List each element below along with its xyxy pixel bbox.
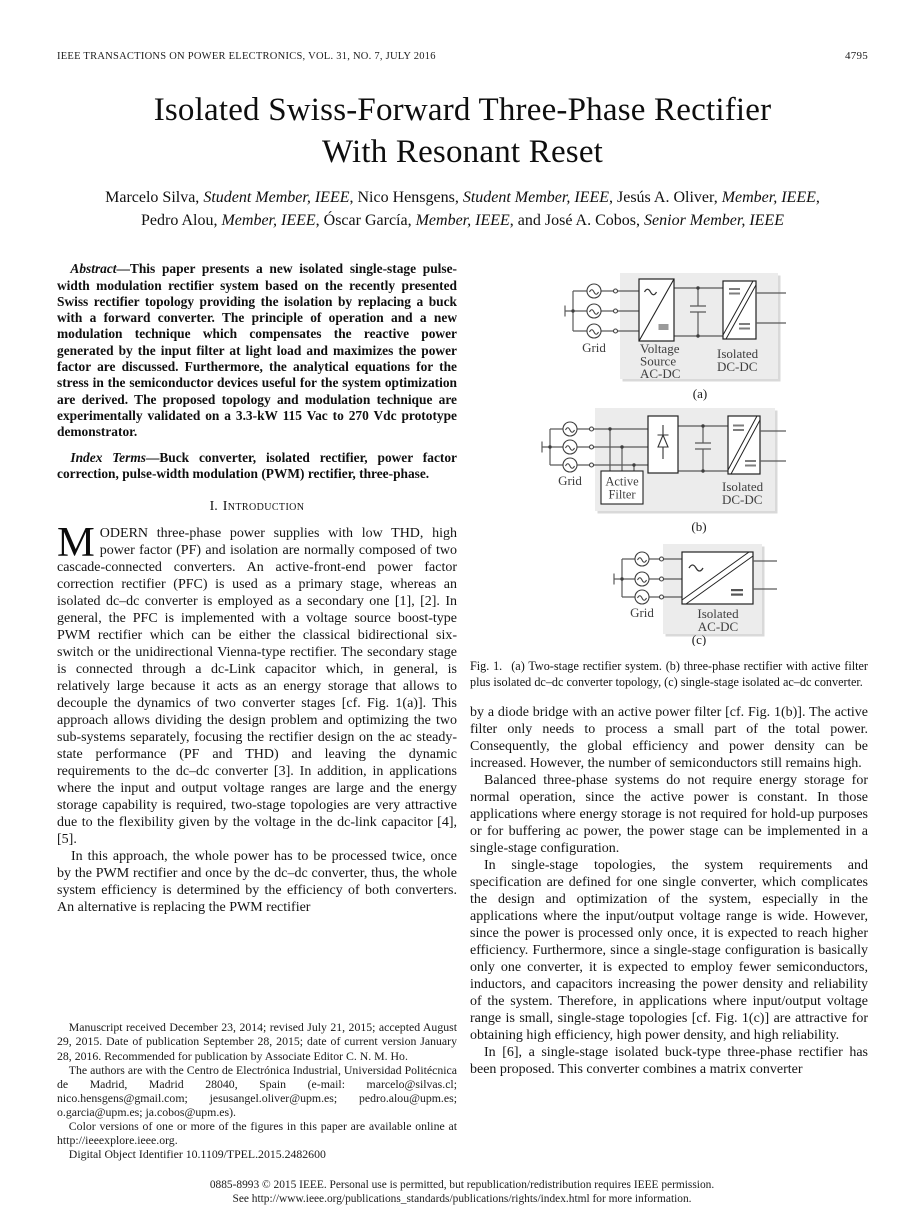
vs-acdc-label-1: Voltage [640,341,680,357]
rail-dot-top [696,287,699,290]
isolated-dcdc-label-1: Isolated [722,479,764,495]
active-filter-label-1: Active [605,474,639,489]
dc-symbol [731,594,743,596]
active-filter-label-2: Filter [608,487,636,502]
figure-1a-two-stage-diagram [470,261,870,401]
footnote-manuscript: Manuscript received December 23, 2014; revised July 21, 2015; accepted August 29, 2015. Date of publication September 28, 2015; date of current version January 28, 2016. Recommended for publication by Associate Editor C. N. M. Ho. [57,1020,457,1063]
vs-acdc-label-3: AC-DC [640,366,681,382]
junction-dot [571,310,574,313]
subfigure-a-tag: (a) [692,386,708,402]
figure-1-caption-tag: Fig. 1. [470,659,503,674]
paper-title [57,90,868,174]
footnote-affiliation: The authors are with the Centro de Electrónica Industrial, Universidad Politécnica de Madrid, Madrid 28040, Spain (e-mail: marcelo@silvas.cl; nico.hensgens@gmail.com; jesusangel.oliver@upm.es; pedro.alou@upm.es; o.garcia@upm.es; ja.cobos@upm.es). [57,1062,457,1119]
dc-symbol [731,589,743,591]
abstract-paragraph: Abstract—This paper presents a new isolated single-stage pulse-width modulation rectifier system based on the recently presented Swiss rectifier topology providing the isolation by replacing a buck with a forward converter. The principle of operation and a new modulation technique which compensates the reactive power generated by the input filter at light load and maximizes the power factor are discussed. Furthermore, the analytical equations for the stress in the semiconductor devices useful for the system optimization are derived. The proposed topology and modulation technique are experimentally validated on a 3.3-kW 115 Vac to 270 Vdc prototype demonstrator. [57,261,457,440]
page-number: 4795 [845,50,868,62]
two-column-body [57,261,868,1161]
grid-label: Grid [582,340,606,356]
index-terms-label: Index Terms [70,449,146,465]
right-column [470,261,868,1161]
index-terms-paragraph: Index Terms—Buck converter, isolated rectifier, power factor correction, pulse-width modulation (PWM) rectifier, three-phase. [57,449,457,481]
right-paragraph-3: In single-stage topologies, the system requirements and specification are defined for one single converter, which complicates the design and optimization of the system, especially in the applications where the input/output voltage range is wide. However, since the power is processed only once, it is expected to reach higher efficiency. Furthermore, since a single-stage configuration is basically only one converter, it is expected to employ fewer semiconductors, inductors, and capacitors increasing the power density and reliability of the system. Therefore, in applications where input/output voltage range is small, single-stage topologies [cf. Fig. 1(c)] are attractive for obtaining high efficiency, high power density, and high reliability. [470,858,868,1044]
ac-dc-converter-box [639,279,674,341]
footnote-doi: Digital Object Identifier 10.1109/TPEL.2015.2482600 [68,1147,326,1162]
junction-dot [620,578,623,581]
intro-paragraph-1: MODERN three-phase power supplies with low THD, high power factor (PF) and isolation are normally composed of two cascade-connected converters. An active-front-end power factor correction rectifier (PFC) is used as a primary stage, whereas an isolated dc–dc converter is employed as a secondary one [1], [2]. In general, the PFC is implemented with a voltage source boost-type PWM rectifier which can be either the classical bidirectional six-switch or the unidirectional Vienna-type rectifier. The secondary stage is connected through a dc-Link capacitor which, in general, is relatively large because it acts as an energy storage that allows to decouple the dynamics of two converter stages [cf. Fig. 1(a)]. This approach allows dividing the design problem and optimizing the two sub-systems separately, focusing the rectifier design on the ac steady-state performance (PF and THD) and leaving the dynamic requirements to the dc–dc converter [3]. In addition, in applications where the input and output voltage ranges are large and the energy storage capability is required, two-stage topologies are very attractive due to the flexibility given by the voltage in the dc-link capacitor [4], [5]. [57,519,457,848]
copyright-footer [0,1178,924,1206]
author-list [57,187,868,232]
abstract-label: Abstract [70,261,117,277]
subfigure-b-tag: (b) [691,519,707,535]
figure-1c-single-stage-diagram [470,536,870,646]
footnote-color-versions: Color versions of one or more of the figures in this paper are available online at http://ieeexplore.ieee.org. [57,1118,457,1148]
isolated-acdc-label-2: AC-DC [697,619,739,635]
isolated-dc-dc-box [728,416,760,474]
author-line-1: Marcelo Silva, Student Member, IEEE, Nico Hensgens, Student Member, IEEE, Jesús A. Oliver, Member, IEEE, [105,188,820,206]
right-paragraph-4: In [6], a single-stage isolated buck-type three-phase rectifier has been proposed. This converter combines a matrix converter [470,1045,868,1078]
isolated-ac-dc-box [682,552,753,604]
figure-1 [470,261,868,690]
active-filter-box [601,471,643,504]
diode-bridge-box [648,416,678,473]
rail-dot-bottom [701,470,704,473]
drop-cap: M [57,519,95,567]
copyright-line-2: See http://www.ieee.org/publications_standards/publications/rights/index.html for more information. [232,1193,692,1205]
journal-title: IEEE TRANSACTIONS ON POWER ELECTRONICS, VOL. 31, NO. 7, JULY 2016 [57,51,436,62]
intro-paragraph-2: In this approach, the whole power has to be processed twice, once by the PWM rectifier and once by the dc–dc converter, thus, the whole system efficiency is determined by the efficiency of both converters. An alternative is replacing the PWM rectifier [57,849,457,916]
isolated-acdc-label-1: Isolated [697,606,739,622]
title-line-1: Isolated Swiss-Forward Three-Phase Rectifier [153,92,772,128]
figure-1b-active-filter-diagram [470,401,870,536]
figure-1-caption: Fig. 1. (a) Two-stage rectifier system. (b) three-phase rectifier with active filter plus isolated dc–dc converter topology, (c) single-stage isolated ac–dc converter. [470,659,868,689]
isolated-dcdc-label-1: Isolated [717,346,759,362]
rail-dot-bottom [696,335,699,338]
running-head [57,50,868,62]
right-paragraph-2: Balanced three-phase systems do not require energy storage for normal operation, since the active power is constant. In those applications where energy storage is not required for hold-up purposes or for buffering ac power, the power stage can be implemented in a single-stage configuration. [470,773,868,857]
dc-symbol [659,324,669,330]
left-column [57,261,457,1161]
copyright-line-1: 0885-8993 © 2015 IEEE. Personal use is permitted, but republication/redistribution requires IEEE permission. [209,1179,715,1191]
grid-label: Grid [558,473,582,489]
author-line-2: Pedro Alou, Member, IEEE, Óscar García, Member, IEEE, and José A. Cobos, Senior Member, IEEE [141,211,784,229]
ac-source-icons [635,552,664,604]
subfigure-c-tag: (c) [691,632,707,647]
rail-dot-top [701,425,704,428]
right-paragraph-1: by a diode bridge with an active power filter [cf. Fig. 1(b)]. The active filter only needs to process a small part of the total power. Consequently, the global efficiency and power density can be increased. However, the number of semiconductors still remains high. [470,705,868,772]
title-line-2: With Resonant Reset [321,133,604,170]
isolated-dcdc-label-2: DC-DC [722,492,763,508]
isolated-dcdc-label-2: DC-DC [717,359,758,375]
first-page-footnote [57,1020,457,1161]
grid-label: Grid [630,605,654,621]
isolated-dc-dc-box [723,281,756,339]
vs-acdc-label-2: Source [640,353,677,369]
section-heading-introduction: I. Introduction [209,499,305,515]
